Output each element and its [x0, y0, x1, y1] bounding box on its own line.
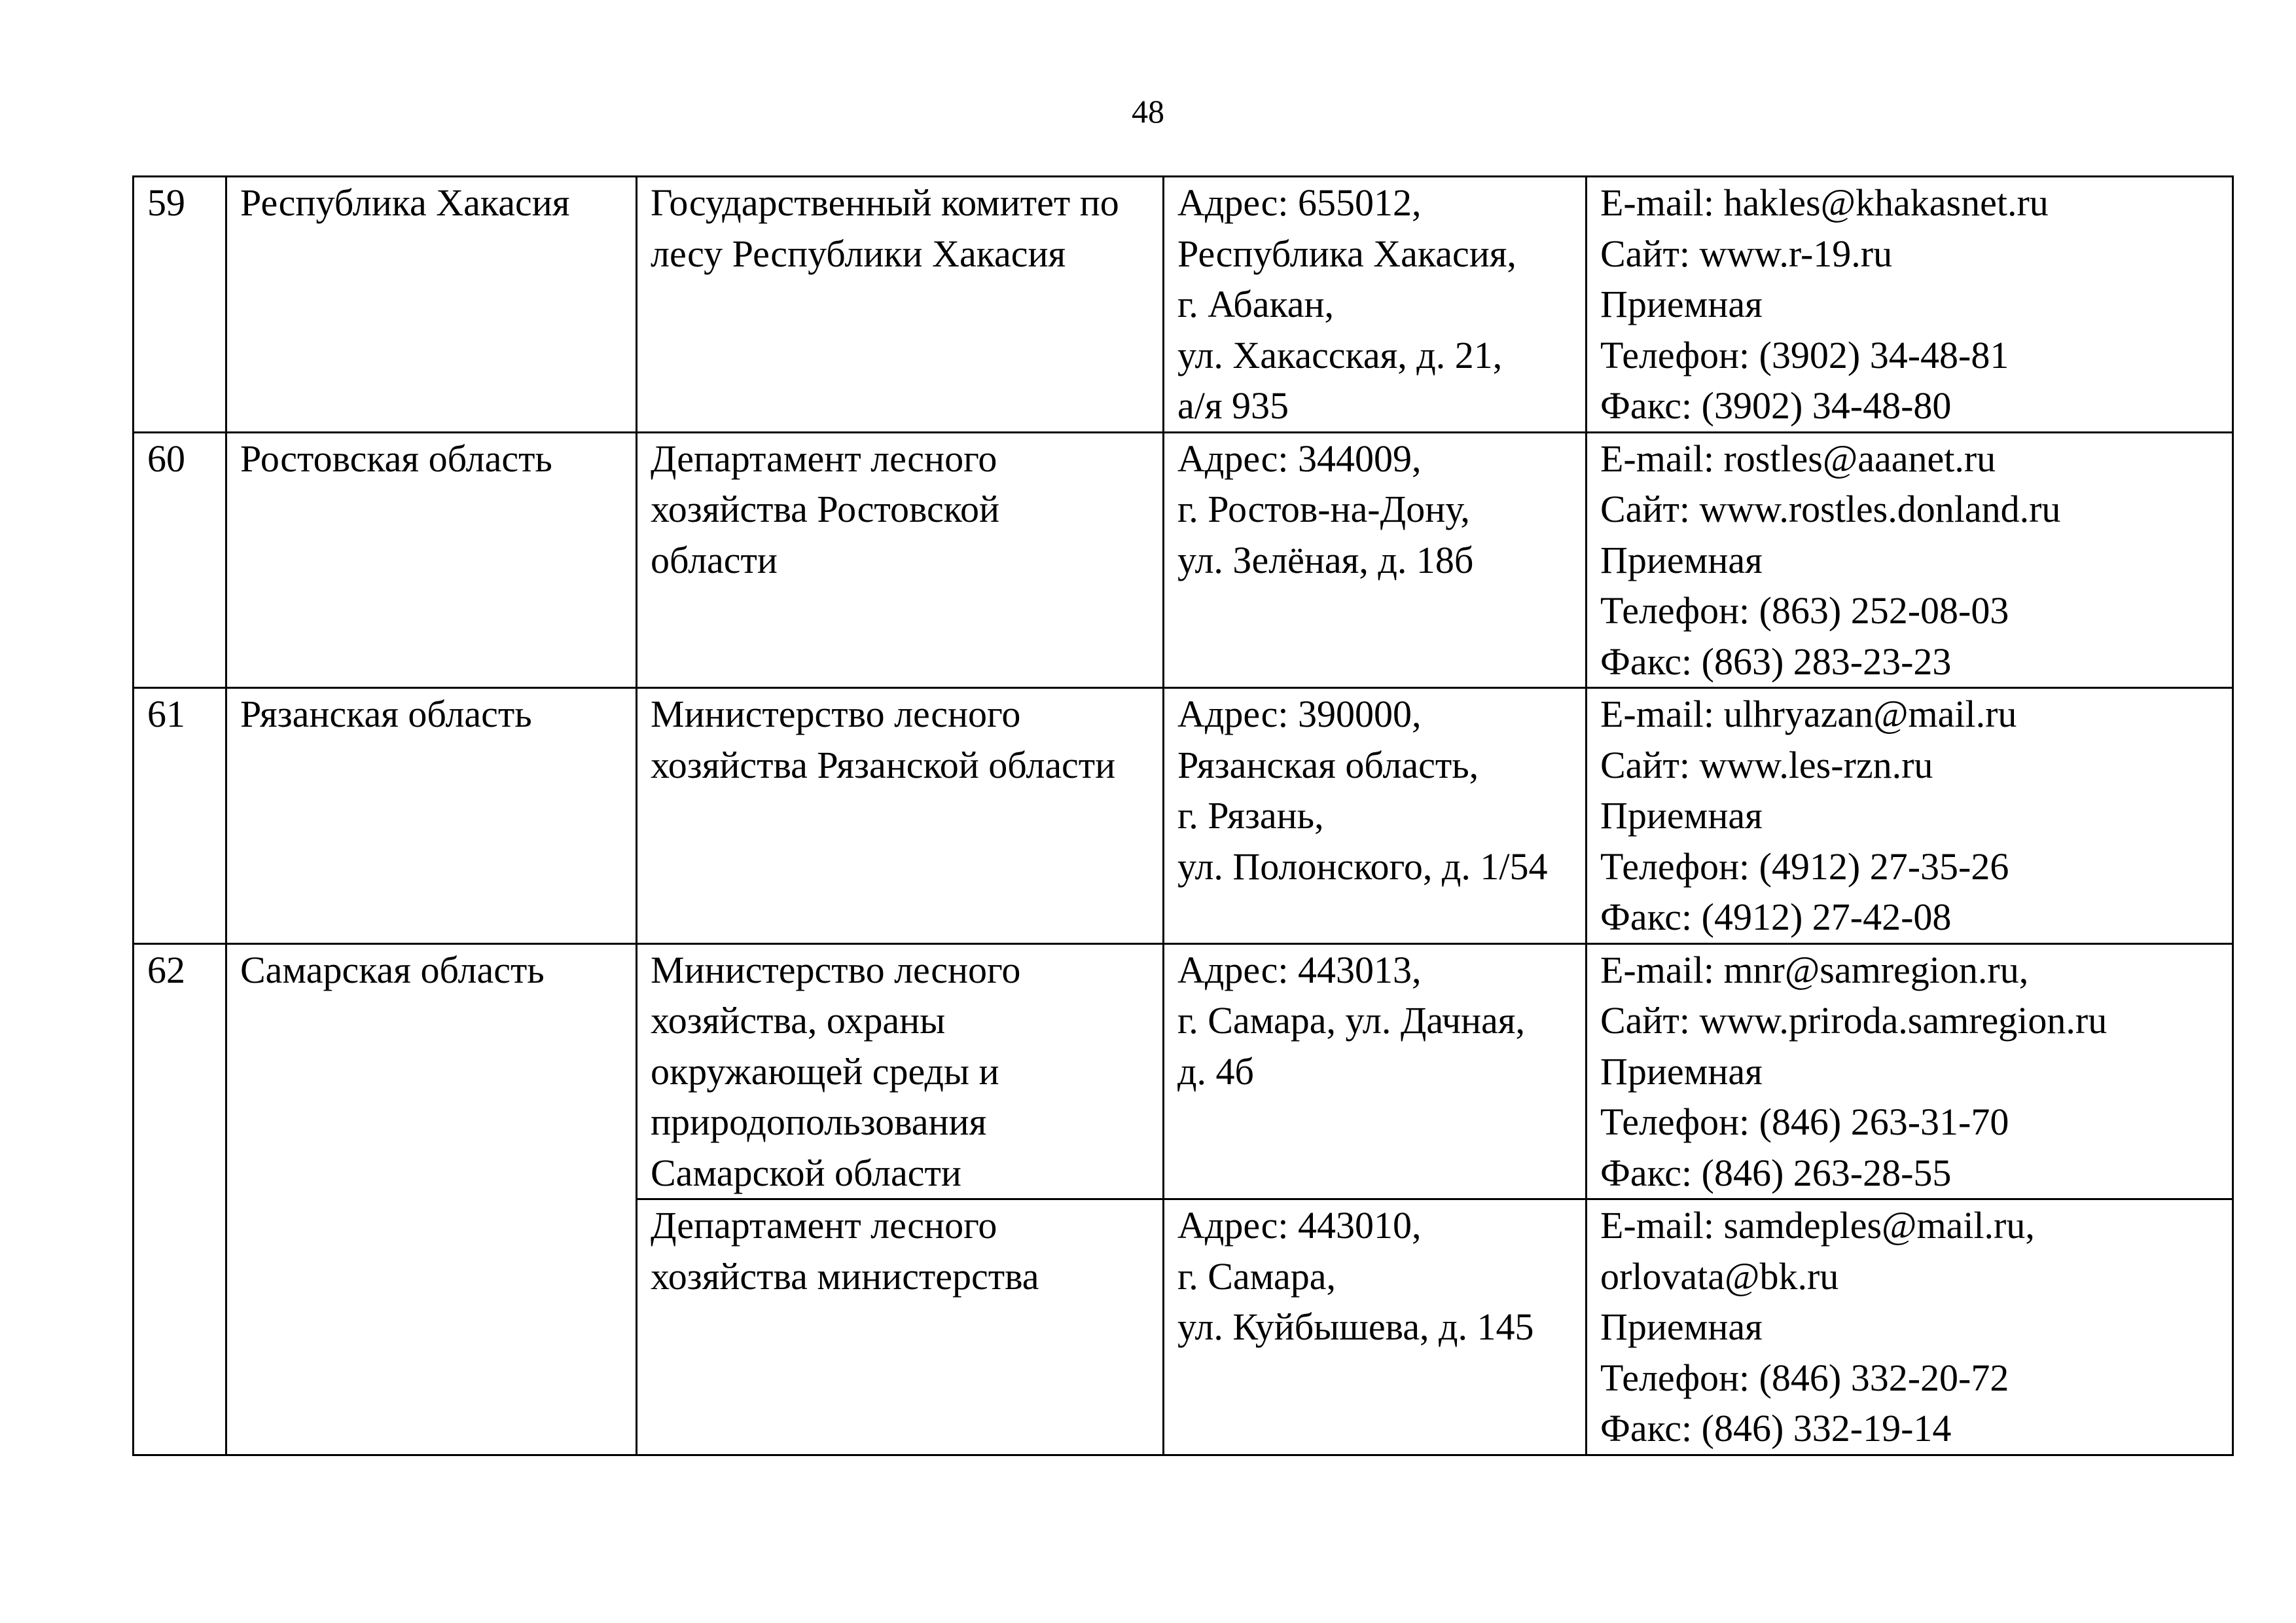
fax-line: Факс: (4912) 27-42-08	[1600, 896, 1952, 938]
contacts-cell	[1587, 432, 2233, 688]
agency-line: Министерство лесного	[651, 693, 1021, 735]
website-line: Сайт: www.r-19.ru	[1600, 232, 1893, 275]
website-line: Сайт: www.les-rzn.ru	[1600, 743, 1933, 786]
agency-line: области	[651, 538, 778, 581]
region-name: Ростовская область	[240, 437, 552, 480]
row-number: 61	[147, 693, 185, 735]
address-cell	[1164, 1199, 1587, 1455]
table-row	[134, 177, 2233, 433]
address-cell	[1164, 943, 1587, 1199]
email-line: orlovata@bk.ru	[1600, 1254, 1839, 1298]
agency-cell	[637, 943, 1164, 1199]
contacts-cell	[1587, 943, 2233, 1199]
address-line: Адрес: 344009,	[1177, 437, 1422, 480]
table-row	[134, 688, 2233, 944]
phone-line: Телефон: (863) 252-08-03	[1600, 589, 2009, 632]
agency-cell	[637, 177, 1164, 433]
reception-line: Приемная	[1600, 1305, 1763, 1348]
address-line: г. Ростов-на-Дону,	[1177, 488, 1470, 530]
row-number-cell	[134, 688, 226, 944]
address-cell	[1164, 432, 1587, 688]
address-line: Адрес: 443013,	[1177, 948, 1422, 991]
address-line: г. Абакан,	[1177, 283, 1335, 325]
contacts-cell	[1587, 1199, 2233, 1455]
table-row	[134, 432, 2233, 688]
row-number: 62	[147, 948, 185, 991]
agency-line: Министерство лесного	[651, 948, 1021, 991]
phone-line: Телефон: (846) 263-31-70	[1600, 1101, 2009, 1143]
agency-cell	[637, 432, 1164, 688]
address-line: г. Рязань,	[1177, 794, 1324, 837]
reception-line: Приемная	[1600, 794, 1763, 837]
row-number-cell	[134, 177, 226, 433]
agency-line: Государственный комитет по	[651, 181, 1119, 224]
address-cell	[1164, 177, 1587, 433]
agency-line: природопользования	[651, 1101, 987, 1143]
region-cell	[226, 943, 637, 1455]
phone-line: Телефон: (846) 332-20-72	[1600, 1356, 2009, 1399]
agency-line: Департамент лесного	[651, 1204, 997, 1247]
email-line: E-mail: hakles@khakasnet.ru	[1600, 181, 2049, 224]
agency-line: хозяйства Рязанской области	[651, 743, 1116, 786]
fax-line: Факс: (846) 263-28-55	[1600, 1151, 1952, 1194]
address-line: ул. Зелёная, д. 18б	[1177, 538, 1474, 581]
agency-line: Самарской области	[651, 1151, 961, 1194]
agency-line: окружающей среды и	[651, 1049, 999, 1093]
reception-line: Приемная	[1600, 283, 1763, 325]
email-line: E-mail: mnr@samregion.ru,	[1600, 948, 2029, 991]
address-line: Адрес: 655012,	[1177, 181, 1422, 224]
contacts-cell	[1587, 177, 2233, 433]
address-line: ул. Куйбышева, д. 145	[1177, 1305, 1534, 1348]
table-row	[134, 943, 2233, 1199]
forestry-agencies-table	[132, 175, 2234, 1456]
address-line: а/я 935	[1177, 384, 1289, 427]
row-number: 60	[147, 437, 185, 480]
region-name: Самарская область	[240, 948, 545, 991]
website-line: Сайт: www.rostles.donland.ru	[1600, 488, 2061, 530]
website-line: Сайт: www.priroda.samregion.ru	[1600, 999, 2108, 1042]
row-number: 59	[147, 181, 185, 224]
reception-line: Приемная	[1600, 1049, 1763, 1093]
agency-cell	[637, 1199, 1164, 1455]
address-line: г. Самара,	[1177, 1254, 1336, 1298]
address-line: д. 4б	[1177, 1049, 1255, 1093]
address-line: г. Самара, ул. Дачная,	[1177, 999, 1525, 1042]
row-number-cell	[134, 943, 226, 1455]
address-line: ул. Полонского, д. 1/54	[1177, 845, 1548, 888]
contacts-cell	[1587, 688, 2233, 944]
agency-line: хозяйства министерства	[651, 1254, 1039, 1298]
address-line: Рязанская область,	[1177, 743, 1479, 786]
address-cell	[1164, 688, 1587, 944]
email-line: E-mail: ulhryazan@mail.ru	[1600, 693, 2017, 735]
address-line: ул. Хакасская, д. 21,	[1177, 333, 1503, 376]
email-line: E-mail: samdeples@mail.ru,	[1600, 1204, 2035, 1247]
reception-line: Приемная	[1600, 538, 1763, 581]
region-cell	[226, 432, 637, 688]
region-cell	[226, 177, 637, 433]
address-line: Республика Хакасия,	[1177, 232, 1516, 275]
agency-line: хозяйства, охраны	[651, 999, 946, 1042]
region-name: Республика Хакасия	[240, 181, 570, 224]
phone-line: Телефон: (4912) 27-35-26	[1600, 845, 2009, 888]
agency-cell	[637, 688, 1164, 944]
agency-line: Департамент лесного	[651, 437, 997, 480]
fax-line: Факс: (863) 283-23-23	[1600, 640, 1952, 683]
row-number-cell	[134, 432, 226, 688]
address-line: Адрес: 390000,	[1177, 693, 1422, 735]
agency-line: хозяйства Ростовской	[651, 488, 1000, 530]
fax-line: Факс: (846) 332-19-14	[1600, 1407, 1952, 1450]
fax-line: Факс: (3902) 34-48-80	[1600, 384, 1952, 427]
address-line: Адрес: 443010,	[1177, 1204, 1422, 1247]
page-number: 48	[1132, 93, 1164, 130]
email-line: E-mail: rostles@aaanet.ru	[1600, 437, 1996, 480]
agency-line: лесу Республики Хакасия	[651, 232, 1066, 275]
region-cell	[226, 688, 637, 944]
phone-line: Телефон: (3902) 34-48-81	[1600, 333, 2009, 376]
region-name: Рязанская область	[240, 693, 532, 735]
